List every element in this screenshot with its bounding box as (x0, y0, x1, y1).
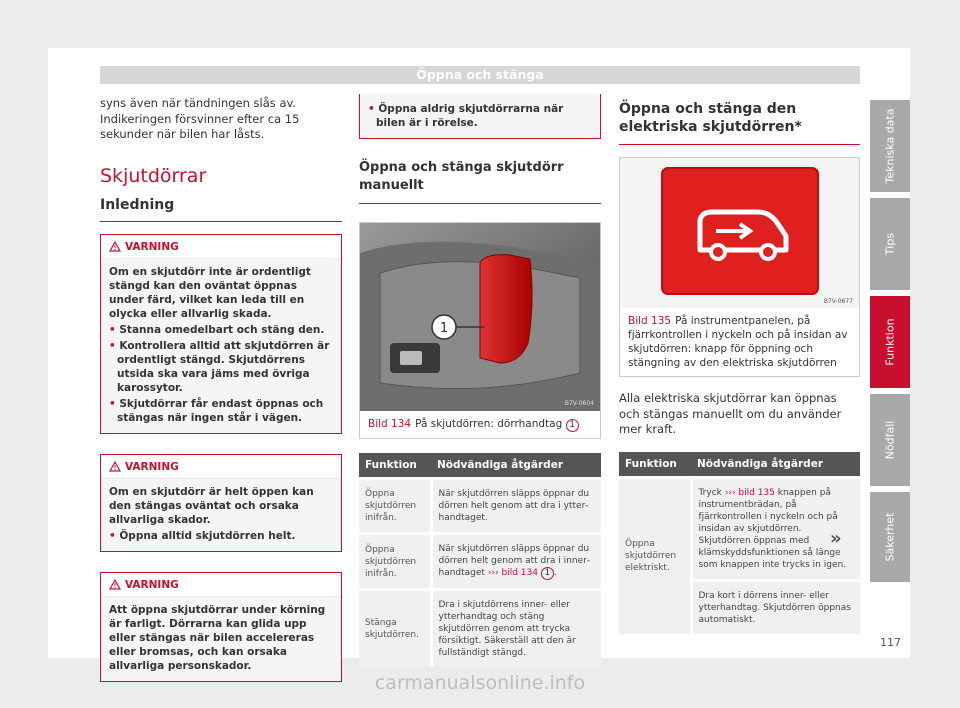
bullet-icon: • (109, 529, 120, 542)
watermark: carmanualsonline.info (374, 672, 586, 694)
continued-arrow-icon: » (830, 528, 842, 549)
warning-header (101, 235, 341, 259)
paragraph: Alla elektriska skjutdörrar kan öppnas och stängas manuellt om du använder mer kraft. (619, 391, 842, 436)
column-2 (359, 96, 601, 667)
table-row: Stänga skjutdörren. Dra i skjutdörrens inner- eller ytterhandtag och stäng skjutdörren genom att trycka försiktigt. Säkerställ att den är fullständigt stängd. (359, 590, 601, 668)
warning-continuation (359, 94, 601, 139)
column-1 (100, 96, 342, 682)
warning-header (101, 455, 341, 479)
figure-code: B7V-0677 (823, 298, 853, 305)
warning-bullet: • Skjutdörrar får endast öppnas och stängas när ingen står i vägen. (109, 397, 324, 424)
warning-box-2 (100, 454, 342, 552)
warning-header (101, 573, 341, 597)
warning-bullet: • Kontrollera alltid att skjutdörren är ordentligt stängd. Skjutdörrens utsida ska vara jäms med övriga karossytor. (109, 339, 330, 394)
chapter-header: Öppna och stänga (100, 66, 860, 84)
warning-label: VARNING (125, 240, 179, 253)
ref-number-icon: 1 (566, 419, 579, 432)
column-3 (619, 96, 860, 634)
section-title-manual: Öppna och stänga skjutdörr manuellt (359, 159, 601, 204)
page-number: 117 (880, 636, 901, 649)
table-row: Dra kort i dörrens inner- eller ytterhandtag. Skjutdörren öppnas automatiskt. (619, 580, 860, 634)
ref-number-icon: 1 (541, 567, 554, 580)
warning-bullet: • Öppna aldrig skjutdörrarna när bilen är i rörelse. (368, 103, 564, 129)
warning-label: VARNING (125, 460, 179, 473)
tab-funktion[interactable]: Funktion (870, 296, 910, 388)
table-manual (359, 453, 601, 667)
warning-bullet: • Öppna alltid skjutdörren helt. (109, 529, 296, 542)
figure-callout: 1 (439, 321, 449, 336)
warning-box-1 (100, 234, 342, 434)
tab-sakerhet[interactable]: Säkerhet (870, 492, 910, 582)
sliding-door-button-image (620, 158, 859, 308)
tab-tekniska-data[interactable]: Tekniska data (870, 100, 910, 192)
table-row: Öppna skjutdörren inifrån. När skjutdörren släpps öppnar du dörren helt genom att dra i ytterhandtaget. (359, 479, 601, 534)
warning-box-3 (100, 572, 342, 682)
tab-tips[interactable]: Tips (870, 198, 910, 290)
bullet-icon: • (109, 323, 120, 336)
warning-text: Att öppna skjutdörrar under körning är farligt. Dörrarna kan glida upp eller stängas när bilen accelereras eller bromsas, och kan orsaka allvarliga personskador. (109, 603, 326, 672)
tab-nodfall[interactable]: Nödfall (870, 394, 910, 486)
warning-text: Om en skjutdörr är helt öppen kan den stängas oväntat och orsaka allvarliga skador. (109, 485, 314, 526)
table-header: Nödvändiga åtgärder (691, 452, 860, 478)
table-header: Nödvändiga åtgärder (431, 453, 601, 479)
door-handle-image (360, 223, 600, 411)
warning-icon (109, 579, 121, 590)
table-row: Öppna skjutdörren inifrån. När skjutdörren släpps öppnar du dörren helt genom att dra i innerhandtaget ››› bild 134 1 . (359, 534, 601, 590)
intro-paragraph: syns även när tändningen slås av. Indikeringen försvinner efter ca 15 sekunder när bilen har låsts. (100, 96, 300, 141)
bullet-icon: • (109, 339, 120, 352)
figure-caption: Bild 134 På skjutdörren: dörrhandtag 1 (360, 411, 600, 438)
table-header: Funktion (619, 452, 691, 478)
subsection-title: Inledning (100, 197, 342, 222)
section-title-electric: Öppna och stänga den elektriska skjutdörren* (619, 100, 860, 145)
figure-code: B7V-0604 (564, 400, 594, 407)
table-row: Öppna skjutdörren elektriskt. Tryck ››› bild 135 knappen på instrumentbrädan, på fjärrkontrollen i nyckeln och på insidan av skjutdörren. Skjutdörren öppnas med klämskyddsfunktionen så länge som knappen inte trycks in igen. (619, 477, 860, 580)
bullet-icon: • (109, 397, 120, 410)
cross-reference-link[interactable]: ››› bild 134 (487, 568, 538, 578)
table-electric (619, 452, 860, 634)
warning-label: VARNING (125, 578, 179, 591)
figure-caption: Bild 135 På instrumentpanelen, på fjärrkontrollen i nyckeln och på insidan av skjutdörren: knapp för öppning och stängning av den elektriska skjutdörren (628, 315, 848, 369)
table-header: Funktion (359, 453, 431, 479)
figure-135 (619, 157, 860, 377)
warning-body (101, 597, 341, 681)
warning-icon (109, 241, 121, 252)
warning-text: Om en skjutdörr inte är ordentligt stängd kan den oväntat öppnas under färd, vilket kan leda till en olycka eller allvarlig skada. (109, 265, 311, 320)
warning-body (101, 479, 341, 551)
warning-bullet: • Stanna omedelbart och stäng den. (109, 323, 325, 336)
warning-icon (109, 461, 121, 472)
figure-134 (359, 222, 601, 439)
bullet-icon: • (368, 103, 379, 115)
section-title: Skjutdörrar (100, 164, 207, 187)
cross-reference-link[interactable]: ››› bild 135 (724, 487, 775, 498)
warning-body (101, 259, 341, 433)
